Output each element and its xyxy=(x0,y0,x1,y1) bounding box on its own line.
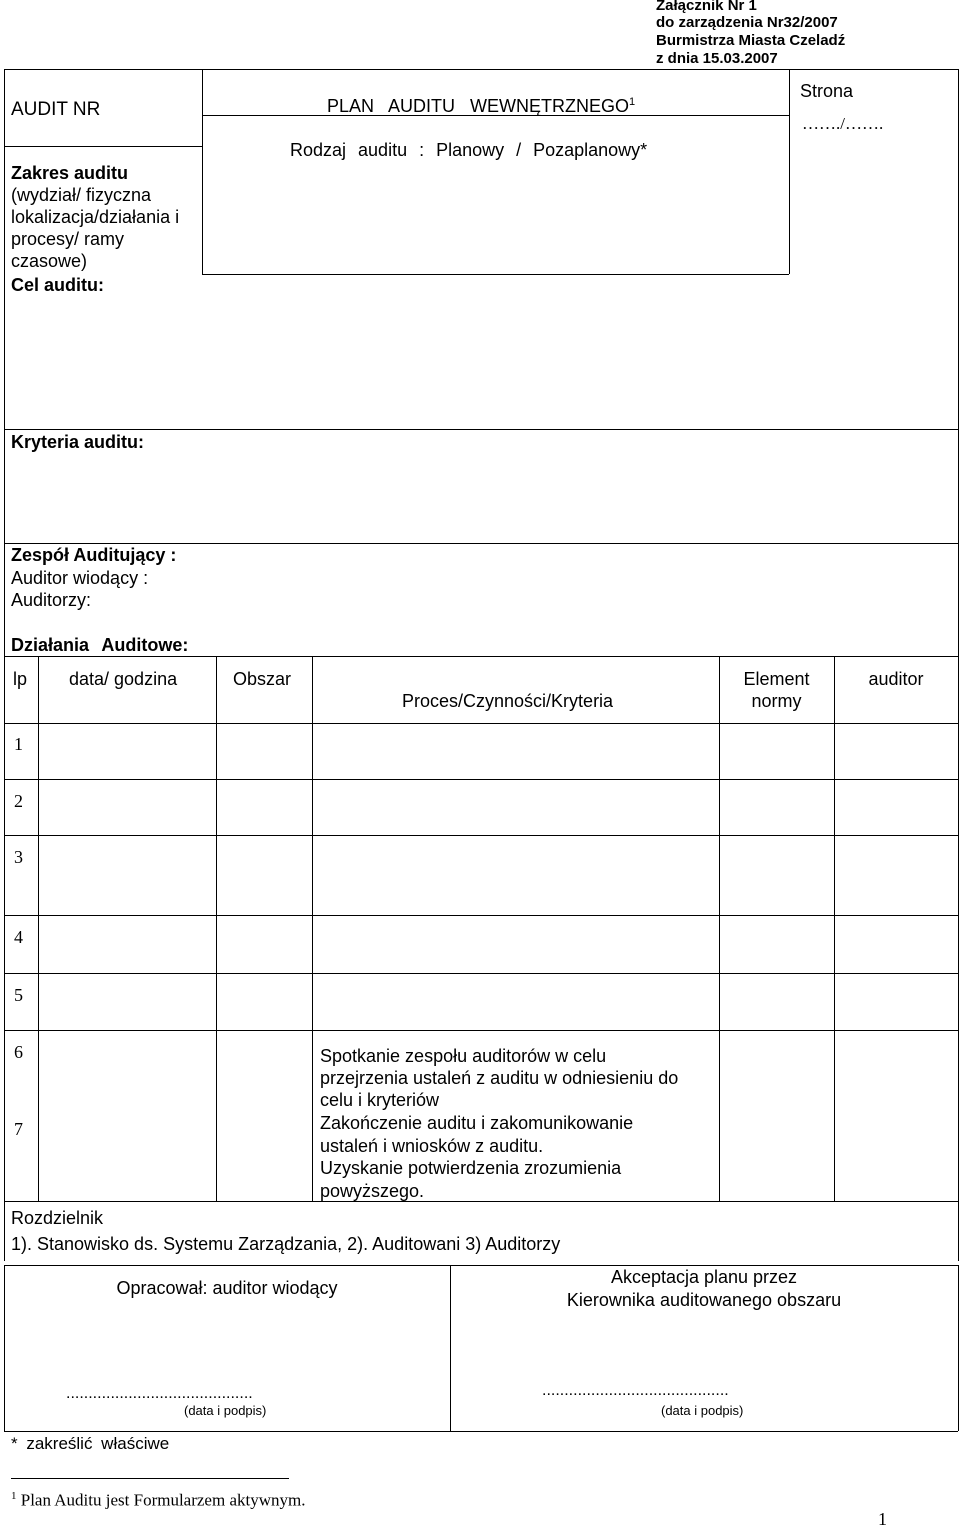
col-auditor: auditor xyxy=(868,669,924,689)
footnote-separator xyxy=(11,1478,289,1479)
activities-label: Działania Auditowe: xyxy=(11,635,189,655)
distribution-list: 1). Stanowisko ds. Systemu Zarządzania, 2). Auditowani 3) Auditorzy xyxy=(11,1234,561,1254)
team-label: Zespół Auditujący : xyxy=(11,545,177,565)
row-number: 4 xyxy=(14,927,23,947)
col-process: Proces/Czynności/Kryteria xyxy=(402,691,614,711)
note-line: Zakończenie auditu i zakomunikowanie xyxy=(320,1113,634,1133)
title-footnote-ref: 1 xyxy=(629,96,636,108)
annex-line-1: Załącznik Nr 1 xyxy=(656,0,757,14)
prepared-by-label: Opracował: auditor wiodący xyxy=(116,1278,338,1298)
annex-line-2: do zarządzenia Nr32/2007 xyxy=(656,14,838,31)
scope-desc-3: procesy/ ramy xyxy=(11,229,125,249)
left-sign-dots: .......................................... xyxy=(66,1385,253,1402)
page-number: 1 xyxy=(878,1509,887,1529)
col-element-1: Element xyxy=(743,669,810,689)
right-sign-hint: (data i podpis) xyxy=(661,1403,744,1418)
col-area: Obszar xyxy=(233,669,292,689)
annex-line-4: z dnia 15.03.2007 xyxy=(656,50,778,67)
scope-label: Zakres auditu xyxy=(11,163,129,183)
scope-desc-4: czasowe) xyxy=(11,251,88,271)
auditors-label: Auditorzy: xyxy=(11,590,92,610)
note-line: Uzyskanie potwierdzenia zrozumienia xyxy=(320,1158,622,1178)
row-number: 1 xyxy=(14,734,23,754)
page-dots: ……./……. xyxy=(802,114,884,133)
note-line: przejrzenia ustaleń z auditu w odniesieniu do xyxy=(320,1068,679,1088)
footnote-number: 1 xyxy=(11,1490,17,1502)
lead-auditor-label: Auditor wiodący : xyxy=(11,568,149,588)
strike-note: * zakreślić właściwe xyxy=(11,1434,170,1453)
right-sign-dots: .......................................... xyxy=(542,1382,729,1399)
row-number: 5 xyxy=(14,985,23,1005)
scope-desc-1: (wydział/ fizyczna xyxy=(11,185,152,205)
note-line: celu i kryteriów xyxy=(320,1090,440,1110)
distribution-label: Rozdzielnik xyxy=(11,1208,104,1228)
audit-nr-label: AUDIT NR xyxy=(11,99,101,120)
note-line: powyższego. xyxy=(320,1181,425,1201)
criteria-label: Kryteria auditu: xyxy=(11,432,145,452)
scope-desc-2: lokalizacja/działania i xyxy=(11,207,180,227)
page-label: Strona xyxy=(800,81,854,101)
row-number: 3 xyxy=(14,847,23,867)
note-line: Spotkanie zespołu auditorów w celu xyxy=(320,1046,607,1066)
goal-label: Cel auditu: xyxy=(11,275,104,295)
row-number: 6 xyxy=(14,1042,23,1062)
col-element-2: normy xyxy=(751,691,802,711)
note-line: ustaleń i wniosków z auditu. xyxy=(320,1136,544,1156)
annex-line-3: Burmistrza Miasta Czeladź xyxy=(656,32,846,49)
row-number: 2 xyxy=(14,791,23,811)
footnote-text: Plan Auditu jest Formularzem aktywnym. xyxy=(20,1490,306,1510)
footnote xyxy=(11,1485,305,1512)
row-number: 7 xyxy=(14,1119,23,1139)
col-lp: lp xyxy=(13,669,28,689)
audit-type-field: Rodzaj auditu : Planowy / Pozaplanowy* xyxy=(290,140,648,160)
plan-title: PLAN AUDITU WEWNĘTRZNEGO$^1$ xyxy=(327,96,636,116)
col-date: data/ godzina xyxy=(69,669,178,689)
left-sign-hint: (data i podpis) xyxy=(184,1403,267,1418)
approval-label-2: Kierownika auditowanego obszaru xyxy=(566,1290,842,1310)
approval-label-1: Akceptacja planu przez xyxy=(610,1267,798,1287)
